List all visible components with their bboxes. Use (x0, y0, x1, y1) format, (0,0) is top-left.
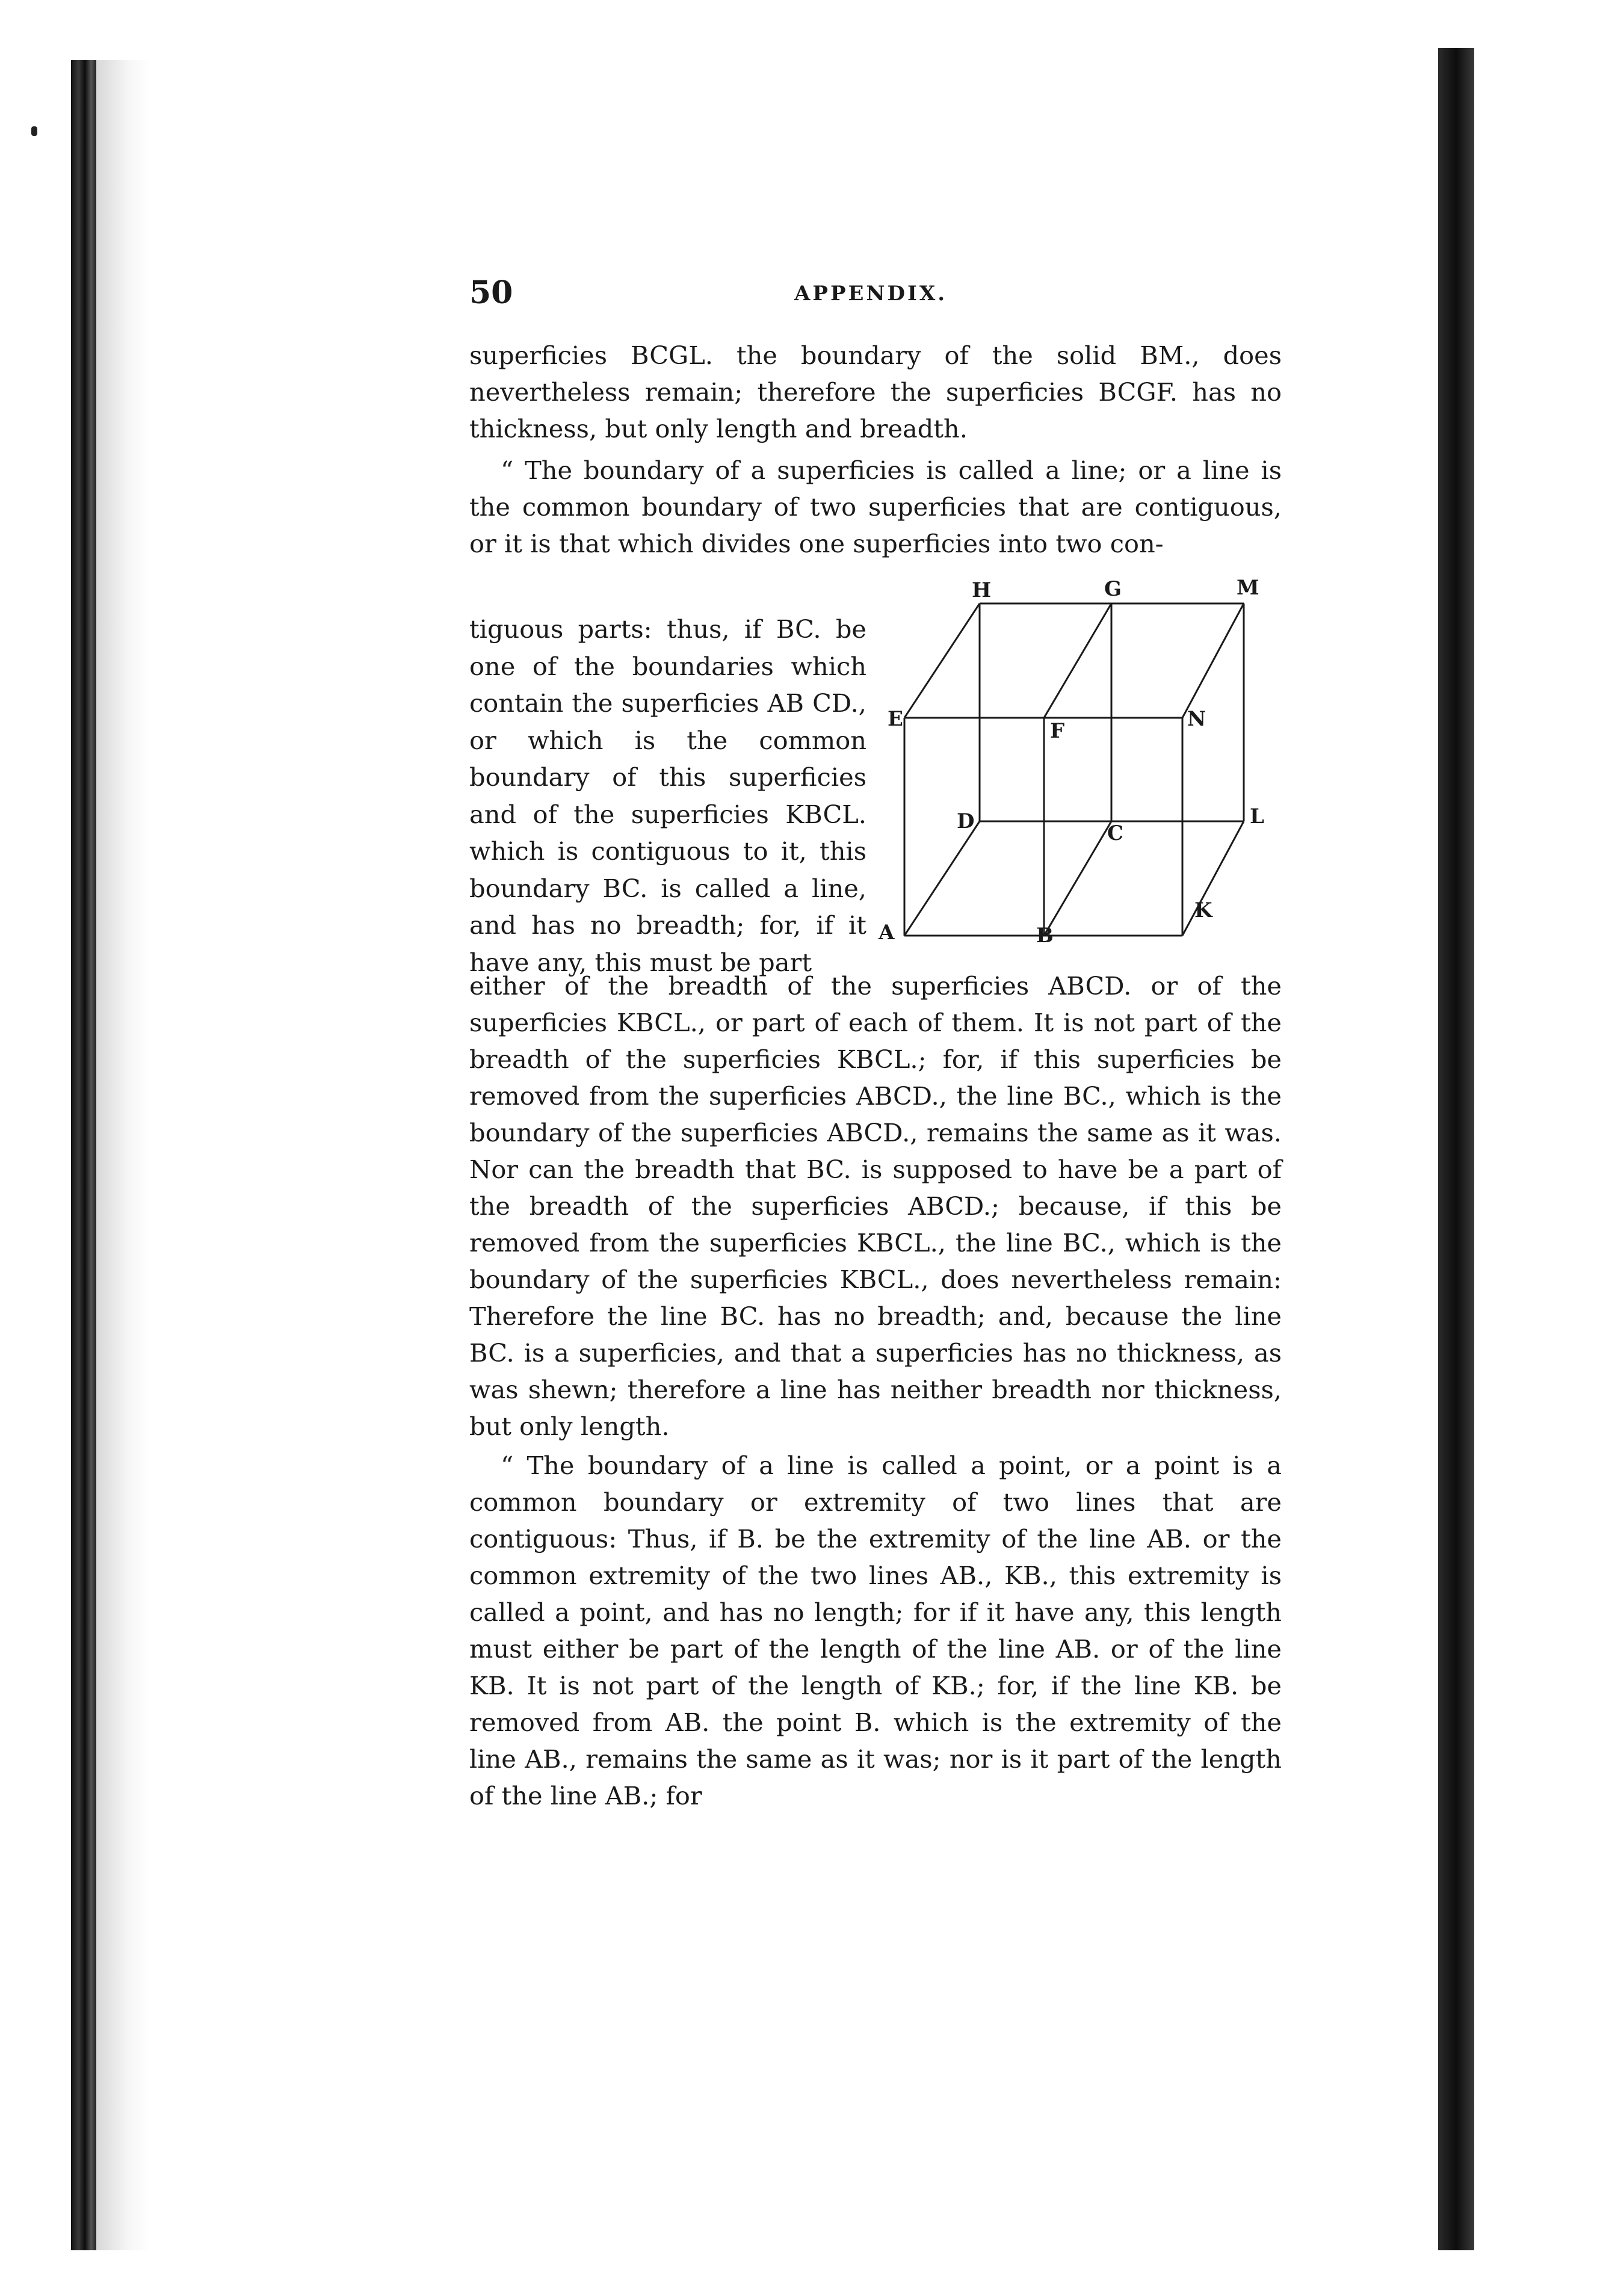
page-number: 50 (469, 274, 513, 311)
edge-lk (1182, 821, 1244, 936)
label-m: M (1237, 576, 1259, 600)
edge-gf (1044, 603, 1111, 718)
running-head: APPENDIX. (794, 282, 948, 306)
label-g: G (1104, 577, 1122, 601)
label-e: E (888, 707, 903, 731)
solid-figure-svg (876, 575, 1297, 948)
label-k: K (1194, 898, 1212, 922)
page-header (469, 274, 1288, 316)
book-binding-shadow (71, 60, 96, 2250)
label-f: F (1050, 719, 1065, 743)
page-edge-shadow (1438, 48, 1474, 2250)
scan-margin-left (0, 0, 72, 2296)
text-block-top (469, 337, 1282, 562)
label-a: A (879, 921, 895, 945)
label-l: L (1250, 804, 1264, 829)
label-c: C (1107, 821, 1124, 845)
solid-figure-diagram (876, 575, 1297, 948)
binding-fade (96, 60, 150, 2250)
text-block-bottom (469, 967, 1282, 1814)
figure-side-text: tiguous parts: thus, if BC. be one of the boundaries which contain the superficies AB CD., or which is the common boundary of this superficies and of the superficies KBCL. which is contiguous to it, this boundary BC. is called a line, and has no breadth; for, if it have any, this must be part (469, 614, 866, 977)
paragraph: “ The boundary of a line is called a point, or a point is a common boundary or extremity of two lines that are contiguous: Thus, if B. be the extremity of the line AB. or the common extremity of the two lines AB., KB., this extremity is called a point, and has no length; for if it have any, this length must either be part of the length of the line AB. or of the line KB. It is not part of the length of KB.; for, if the line KB. be removed from AB. the point B. which is the extremity of the line AB., remains the same as it was; nor is it part of the length of the line AB.; for (469, 1451, 1282, 1810)
scan-speck (31, 126, 37, 136)
label-h: H (972, 578, 992, 602)
paragraph: superficies BCGL. the boundary of the solid BM., does nevertheless remain; therefore the superficies BCGF. has no thickness, but only length and breadth. (469, 341, 1282, 443)
edge-da (904, 821, 980, 936)
paragraph: either of the breadth of the superficies ABCD. or of the superficies KBCL., or part of each of them. It is not part of the breadth of the superficies KBCL.; for, if this superficies be removed from the superficies ABCD., the line BC., which is the boundary of the superficies ABCD., remains the same as it was. Nor can the breadth that BC. is supposed to have be a part of the breadth of the superficies ABCD.; because, if this be removed from the superficies KBCL., the line BC., which is the boundary of the superficies KBCL., does nevertheless remain: Therefore the line BC. has no breadth; and, because the line BC. is a superficies, and that a superficies has no thickness, as was shewn; therefore a line has neither breadth nor thickness, but only length. (469, 971, 1282, 1441)
label-b: B (1036, 924, 1054, 948)
scan-margin-right (1474, 0, 1603, 2296)
label-n: N (1187, 707, 1206, 731)
paragraph: “ The boundary of a superficies is called a line; or a line is the common boundary of two superficies that are contiguous, or it is that which divides one superficies into two con- (469, 455, 1282, 558)
edge-he (904, 603, 980, 718)
label-d: D (957, 809, 975, 833)
edge-mn (1182, 603, 1244, 718)
edge-cb (1044, 821, 1111, 936)
